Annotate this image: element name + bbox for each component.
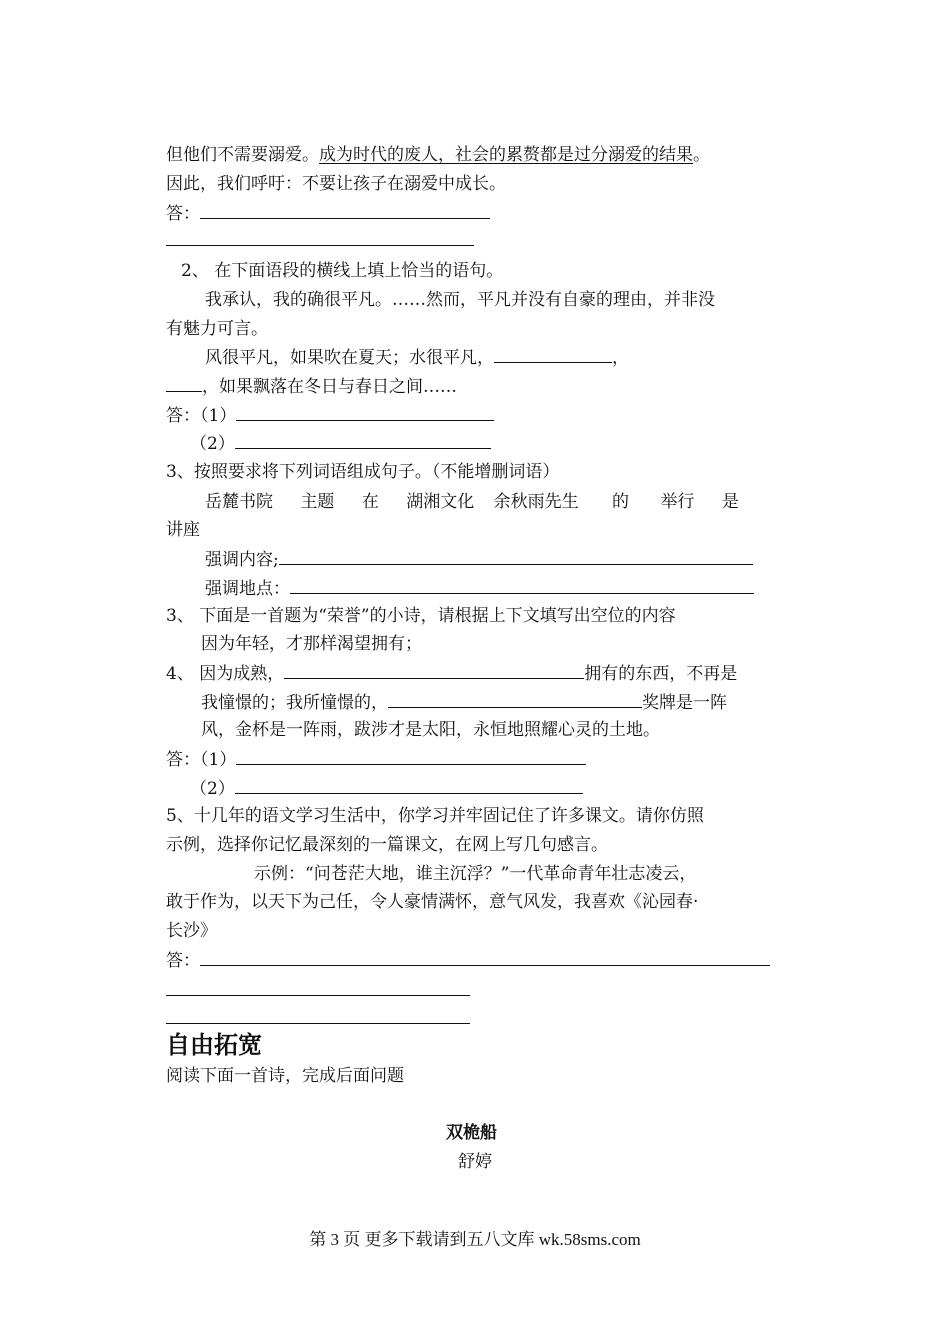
fill-blank[interactable] (166, 375, 202, 392)
answer-label: （2） (190, 434, 235, 454)
poem-title: 双桅船 (446, 1123, 497, 1143)
example-line: 示例：“问苍茫大地，谁主沉浮？”一代革命青年壮志凌云， (254, 864, 697, 884)
word: 主题 (300, 492, 335, 512)
word: 的 (612, 492, 630, 512)
passage-text: 但他们不需要溺爱。 (166, 145, 319, 165)
poem-line: 风，金杯是一阵雨，跋涉才是太阳，永恒地照耀心灵的土地。 (201, 720, 660, 740)
word: 举行 (660, 492, 695, 512)
poem-line (166, 662, 737, 685)
answer-label: 强调内容; (205, 550, 279, 570)
section-instruction: 阅读下面一首诗，完成后面问题 (166, 1066, 404, 1086)
word: 讲座 (166, 520, 200, 540)
poem-line (201, 691, 727, 714)
paragraph-text: 风很平凡，如果吹在夏天；水很平凡， (205, 348, 494, 368)
answer-label: （2） (190, 779, 235, 799)
word-bank (205, 491, 739, 513)
fill-blank[interactable] (388, 691, 642, 708)
answer-label: 答： (166, 951, 200, 971)
answer-line (190, 777, 583, 800)
answer-label: 答：（1） (166, 750, 237, 770)
answer-label: 答： (166, 204, 200, 224)
answer-blank[interactable] (279, 548, 753, 565)
answer-blank[interactable] (235, 432, 491, 449)
paragraph-line (166, 375, 457, 398)
answer-label: 答：（1） (166, 406, 237, 426)
answer-line (166, 202, 490, 225)
underlined-sentence: 成为时代的废人，社会的累赘都是过分溺爱的结果 (319, 145, 693, 165)
paragraph-line: 我承认，我的确很平凡。……然而，平凡并没有自豪的理由，并非没 (205, 290, 715, 310)
answer-line (205, 548, 753, 571)
paragraph-line (205, 346, 629, 369)
poem-text: 4、 因为成熟， (166, 664, 285, 684)
word: 岳麓书院 (205, 492, 273, 512)
question-heading: 3、按照要求将下列词语组成句子。（不能增删词语） (166, 462, 560, 482)
example-line: 长沙》 (166, 921, 217, 941)
answer-blank[interactable] (235, 777, 583, 794)
poem-text: 拥有的东西，不再是 (584, 664, 738, 684)
paragraph-text: ，如果飘落在冬日与春日之间…… (202, 377, 457, 397)
word: 在 (361, 492, 379, 512)
answer-blank[interactable] (290, 577, 754, 594)
answer-blank[interactable] (200, 202, 490, 219)
poem-author: 舒婷 (458, 1152, 492, 1172)
poem-text: 我憧憬的；我所憧憬的， (201, 693, 388, 713)
answer-blank-rule[interactable] (166, 995, 470, 996)
answer-line (190, 432, 491, 455)
answer-line (205, 577, 754, 600)
question-text: 示例，选择你记忆最深刻的一篇课文，在网上写几句感言。 (166, 835, 608, 855)
fill-blank[interactable] (284, 662, 584, 679)
answer-blank-rule[interactable] (166, 245, 474, 246)
paragraph-line: 有魅力可言。 (166, 319, 268, 339)
answer-blank-rule[interactable] (166, 1023, 470, 1024)
poem-text: 奖牌是一阵 (642, 693, 727, 713)
answer-label: 强调地点： (205, 579, 290, 599)
answer-line (166, 748, 586, 771)
answer-blank[interactable] (200, 949, 770, 966)
question-heading: 2、 在下面语段的横线上填上恰当的语句。 (181, 261, 504, 281)
example-line: 敢于作为，以天下为己任，令人豪情满怀，意气风发，我喜欢《沁园春· (166, 892, 699, 912)
passage-line (166, 144, 710, 166)
passage-line: 因此，我们呼吁：不要让孩子在溺爱中成长。 (166, 174, 506, 194)
poem-line: 因为年轻，才那样渴望拥有； (201, 634, 422, 654)
paragraph-text: ， (612, 348, 629, 368)
question-heading: 3、 下面是一首题为“荣誉”的小诗，请根据上下文填写出空位的内容 (166, 606, 676, 626)
passage-text: 。 (693, 145, 710, 165)
answer-line (166, 949, 770, 972)
answer-line (166, 404, 494, 427)
page-footer: 第 3 页 更多下载请到五八文库 wk.58sms.com (309, 1230, 641, 1249)
answer-blank[interactable] (236, 404, 494, 421)
answer-blank[interactable] (236, 748, 586, 765)
fill-blank[interactable] (494, 346, 612, 363)
word: 是 (721, 492, 739, 512)
word: 余秋雨先生 (493, 492, 579, 512)
section-title: 自由拓宽 (166, 1031, 262, 1059)
question-heading: 5、十几年的语文学习生活中，你学习并牢固记住了许多课文。请你仿照 (166, 806, 704, 826)
word: 湖湘文化 (406, 492, 475, 512)
